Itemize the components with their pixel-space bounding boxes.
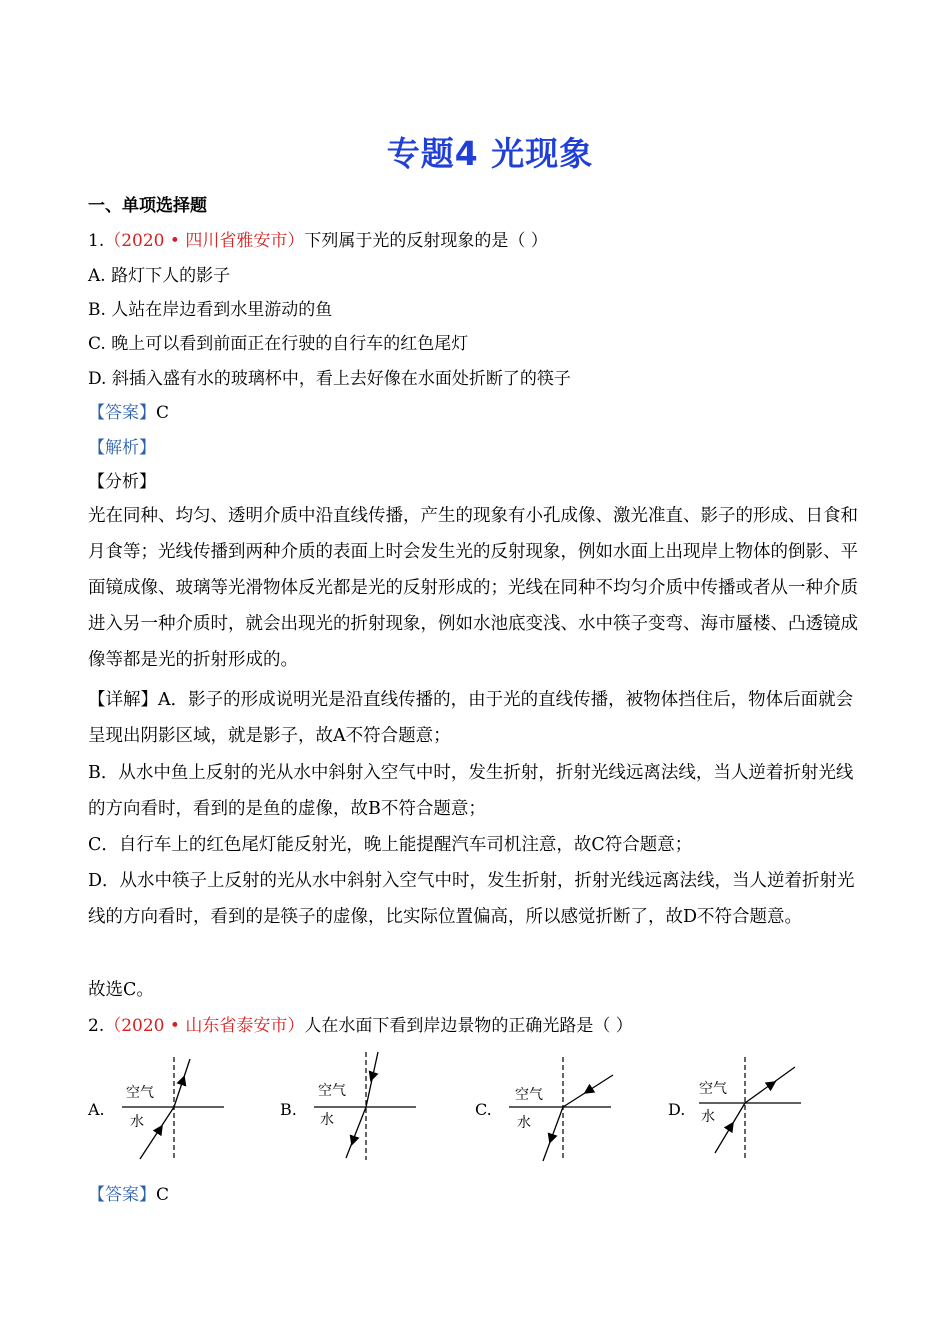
answer-value: C	[156, 1185, 170, 1205]
q1-answer	[88, 401, 169, 425]
q2-option-d-letter: D.	[668, 1100, 686, 1119]
detail-a	[88, 682, 868, 754]
q2-diagram-b	[310, 1050, 420, 1165]
ray-air	[366, 1052, 378, 1107]
air-label: 空气	[699, 1081, 727, 1097]
answer-tag: 【答案】	[88, 403, 156, 423]
q1-option-b: B. 人站在岸边看到水里游动的鱼	[88, 300, 333, 320]
q2-stem-line	[88, 1014, 633, 1038]
q1-source: （2020 • 四川省雅安市）	[104, 231, 305, 251]
air-label: 空气	[515, 1087, 543, 1103]
q1-option-d: D. 斜插入盛有水的玻璃杯中，看上去好像在水面处折断了的筷子	[88, 369, 571, 389]
water-label: 水	[320, 1112, 334, 1128]
water-label: 水	[130, 1114, 144, 1130]
q2-answer	[88, 1183, 169, 1207]
arrow-icon	[729, 1126, 731, 1129]
q2-option-c-letter: C.	[475, 1100, 492, 1119]
detail-b: B．从水中鱼上反射的光从水中斜射入空气中时，发生折射，折射光线远离法线，当人逆着折射光线的方向看时，看到的是鱼的虚像，故B不符合题意；	[88, 763, 854, 819]
q1-option-a: A. 路灯下人的影子	[88, 266, 231, 286]
q2-source: （2020 • 山东省泰安市）	[104, 1016, 305, 1036]
q2-number: 2.	[88, 1016, 105, 1036]
air-label: 空气	[126, 1085, 154, 1101]
q2-stem: 人在水面下看到岸边景物的正确光路是（ ）	[304, 1016, 633, 1036]
detail-tag: 【详解】	[88, 690, 158, 710]
q1-stem-line	[88, 229, 548, 253]
section-heading: 一、单项选择题	[88, 196, 207, 216]
ray-water	[140, 1107, 174, 1159]
arrow-icon	[182, 1080, 183, 1083]
ray-water	[543, 1107, 563, 1161]
arrow-icon	[158, 1129, 160, 1132]
answer-value: C	[156, 403, 170, 423]
jiexi-tag: 【解析】	[88, 438, 156, 458]
fenxi-tag: 【分析】	[88, 472, 156, 492]
q2-option-b-letter: B.	[280, 1100, 297, 1119]
q2-diagram-d	[695, 1055, 805, 1165]
q1-stem: 下列属于光的反射现象的是（ ）	[304, 231, 548, 251]
water-label: 水	[517, 1115, 531, 1131]
water-label: 水	[701, 1109, 715, 1125]
arrow-icon	[588, 1089, 591, 1091]
q1-number: 1.	[88, 231, 105, 251]
detail-d: D．从水中筷子上反射的光从水中斜射入空气中时，发生折射，折射光线远离法线，当人逆着折射光线的方向看时，看到的是筷子的虚像，比实际位置偏高，所以感觉折断了，故D不符合题意。	[88, 871, 855, 927]
q2-diagram-c	[505, 1055, 615, 1165]
air-label: 空气	[318, 1083, 346, 1099]
answer-tag: 【答案】	[88, 1185, 156, 1205]
arrow-icon	[769, 1084, 772, 1086]
ray-water	[346, 1107, 366, 1158]
analysis-paragraph: 光在同种、均匀、透明介质中沿直线传播，产生的现象有小孔成像、激光准直、影子的形成、日食和月食等；光线传播到两种介质的表面上时会发生光的反射现象，例如水面上出现岸上物体的倒影、平面镜成像、玻璃等光滑物体反光都是光的反射形成的；光线在同种不均匀介质中传播或者从一种介质进入另一种介质时，就会出现光的折射现象，例如水池底变浅、水中筷子变弯、海市蜃楼、凸透镜成像等都是光的折射形成的。	[88, 506, 858, 670]
detail-c: C．自行车上的红色尾灯能反射光，晚上能提醒汽车司机注意，故C符合题意；	[88, 835, 693, 855]
q2-diagram-a	[118, 1055, 228, 1165]
detail-a-text: A．影子的形成说明光是沿直线传播的，由于光的直线传播，被物体挡住后，物体后面就会呈现出阴影区域，就是影子，故A不符合题意；	[88, 690, 854, 746]
q2-option-a-letter: A.	[88, 1100, 105, 1119]
q1-option-c: C. 晚上可以看到前面正在行驶的自行车的红色尾灯	[88, 334, 469, 354]
conclusion: 故选C。	[88, 980, 154, 1000]
page-title: 专题4 光现象	[386, 134, 594, 173]
